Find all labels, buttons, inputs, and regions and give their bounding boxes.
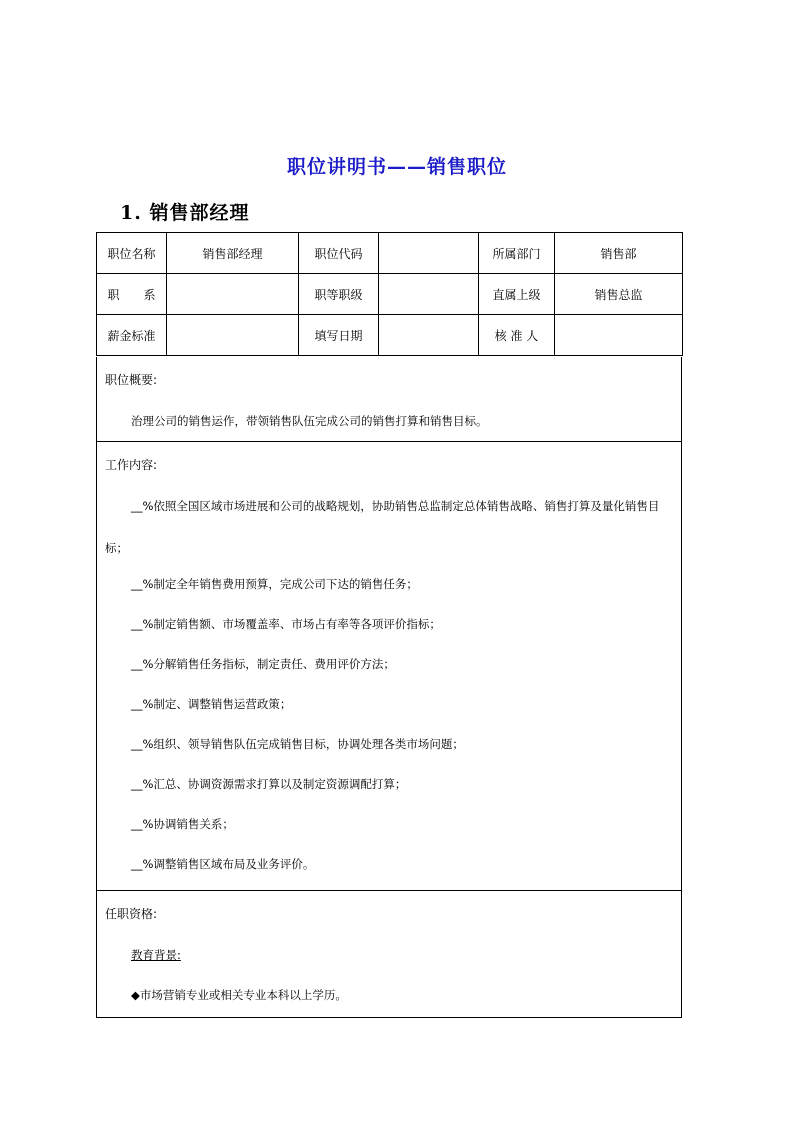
overview-text: 治理公司的销售运作，带领销售队伍完成公司的销售打算和销售目标。 bbox=[131, 414, 488, 428]
department-label: 所属部门 bbox=[479, 233, 555, 274]
overview-label: 职位概要: bbox=[105, 373, 158, 387]
qualification-section bbox=[96, 891, 682, 1018]
salary-label: 薪金标准 bbox=[97, 315, 167, 356]
job-grade-value bbox=[379, 274, 479, 315]
duty-item: __%调整销售区域布局及业务评价。 bbox=[131, 857, 315, 871]
qualification-label: 任职资格: bbox=[105, 907, 158, 921]
table-row bbox=[97, 233, 683, 274]
table-row bbox=[97, 315, 683, 356]
duty-item: __%汇总、协调资源需求打算以及制定资源调配打算； bbox=[131, 777, 407, 791]
position-info-table bbox=[96, 232, 683, 356]
duties-label: 工作内容: bbox=[105, 458, 158, 472]
job-family-label: 职 系 bbox=[97, 274, 167, 315]
overview-section bbox=[96, 357, 682, 442]
section-heading: 1. 销售部经理 bbox=[120, 202, 250, 224]
duty-item: __%制定全年销售费用预算，完成公司下达的销售任务； bbox=[131, 577, 418, 591]
education-item: ◆市场营销专业或相关专业本科以上学历。 bbox=[131, 988, 347, 1002]
duty-item: __%依照全国区域市场进展和公司的战略规划，协助销售总监制定总体销售战略、销售打算及量化销售目标； bbox=[105, 499, 660, 555]
approver-label: 核 准 人 bbox=[479, 315, 555, 356]
document-title: 职位讲明书——销售职位 bbox=[286, 156, 507, 178]
position-code-value bbox=[379, 233, 479, 274]
duty-item: __%组织、领导销售队伍完成销售目标，协调处理各类市场问题； bbox=[131, 737, 464, 751]
salary-value bbox=[167, 315, 299, 356]
duty-item: __%分解销售任务指标，制定责任、费用评价方法； bbox=[131, 657, 395, 671]
supervisor-label: 直属上级 bbox=[479, 274, 555, 315]
education-label: 教育背景: bbox=[131, 948, 181, 962]
position-name-value: 销售部经理 bbox=[167, 233, 299, 274]
fill-date-value bbox=[379, 315, 479, 356]
department-value: 销售部 bbox=[555, 233, 683, 274]
duty-item: __%制定、调整销售运营政策； bbox=[131, 697, 292, 711]
approver-value bbox=[555, 315, 683, 356]
supervisor-value: 销售总监 bbox=[555, 274, 683, 315]
duty-item: __%制定销售额、市场覆盖率、市场占有率等各项评价指标； bbox=[131, 617, 441, 631]
duties-section bbox=[96, 442, 682, 891]
position-name-label: 职位名称 bbox=[97, 233, 167, 274]
table-row bbox=[97, 274, 683, 315]
duty-item: __%协调销售关系； bbox=[131, 817, 234, 831]
job-grade-label: 职等职级 bbox=[299, 274, 379, 315]
fill-date-label: 填写日期 bbox=[299, 315, 379, 356]
job-family-value bbox=[167, 274, 299, 315]
position-code-label: 职位代码 bbox=[299, 233, 379, 274]
